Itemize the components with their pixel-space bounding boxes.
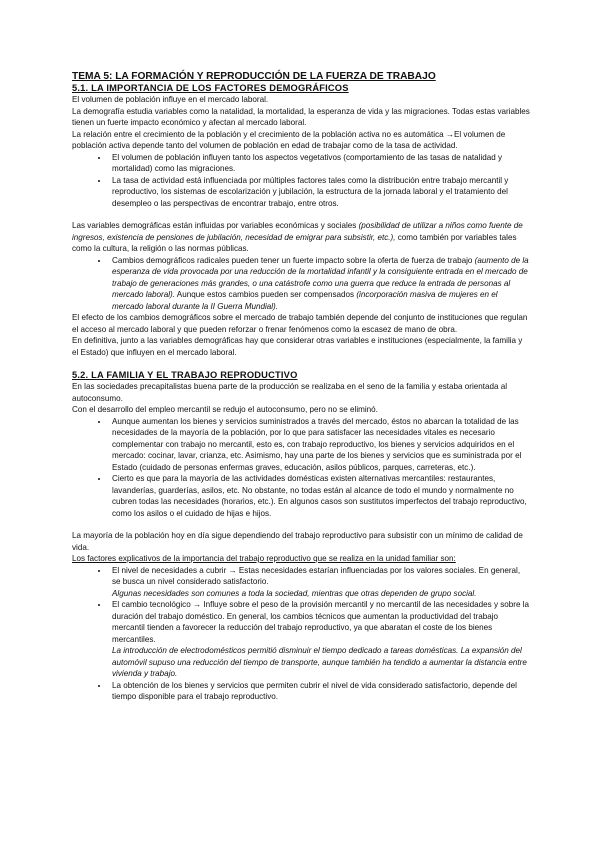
paragraph: El efecto de los cambios demográficos sobre el mercado de trabajo también depende del conjunto de instituciones que regulan el acceso al mercado laboral y que pueden reforzar o frenar fenómenos como la escasez de mano de obra. [72, 313, 528, 334]
paragraph: La demografía estudia variables como la natalidad, la mortalidad, la esperanza de vida y las migraciones. Todas estas variables tienen un fuerte impacto económico y afectan al mercado laboral. [72, 106, 530, 127]
text-run: El nivel de necesidades a cubrir → Estas necesidades estarían influenciadas por los valores sociales. En general, se busca un nivel considerado satisfactorio. [112, 565, 521, 586]
section-heading-5-2: 5.2. LA FAMILIA Y EL TRABAJO REPRODUCTIVO [72, 370, 298, 380]
list-item: • El volumen de población influyen tanto los aspectos vegetativos (comportamiento de las tasas de natalidad y mortalidad) como las migraciones. [109, 152, 530, 175]
list-item: • La obtención de los bienes y servicios que permiten cubrir el nivel de vida considerado satisfactorio, depende del tiempo disponible para el trabajo reproductivo. [109, 680, 530, 703]
bullet-list [72, 255, 530, 313]
underlined-paragraph: Los factores explicativos de la importancia del trabajo reproductivo que se realiza en la unidad familiar son: [72, 554, 456, 563]
paragraph: La mayoría de la población hoy en día sigue dependiendo del trabajo reproductivo para subsistir con un mínimo de calidad de vida. [72, 531, 523, 552]
paragraph: El volumen de población influye en el mercado laboral. [72, 95, 269, 104]
list-item: • La tasa de actividad está influenciada por múltiples factores tales como la distribución entre trabajo mercantil y reproductivo, los sistemas de escolarización y jubilación, la estructura de la jornada laboral y el tratamiento del desempleo o las perspectivas de encontrar trabajo, entre otros. [109, 175, 530, 210]
paragraph [72, 220, 530, 255]
document-title: TEMA 5: LA FORMACIÓN Y REPRODUCCIÓN DE LA FUERZA DE TRABAJO [72, 71, 436, 82]
italic-text: (posibilidad de utilizar a niños como fuente de ingresos, existencia de pensiones de jubilación, necesidad de emigrar para subsistir, etc.), [72, 221, 523, 242]
paragraph: Con el desarrollo del empleo mercantil se redujo el autoconsumo, pero no se eliminó. [72, 405, 378, 414]
bullet-list [72, 416, 530, 520]
italic-text: (incorporación masiva de mujeres en el mercado laboral durante la II Guerra Mundial). [112, 290, 498, 311]
text-run: Las variables demográficas están influidas por variables económicas y sociales [72, 221, 357, 230]
bullet-list [72, 152, 530, 210]
bullet-list [72, 565, 530, 703]
italic-text: (aumento de la esperanza de vida provocada por una reducción de la mortalidad infantil y la consiguiente entrada en el mercado de trabajo de generaciones más grandes, o una catástrofe como una guerra que reduce la entrada de personas al mercado laboral). [112, 255, 529, 299]
section-heading-5-1: 5.1. LA IMPORTANCIA DE LOS FACTORES DEMOGRÁFICOS [72, 83, 349, 93]
paragraph: La relación entre el crecimiento de la población y el crecimiento de la población activa no es automática →El volumen de población activa depende tanto del volumen de población en edad de trabajar como de la tasa de actividad. [72, 129, 506, 150]
text-run: El cambio tecnológico → Influye sobre el peso de la provisión mercantil y no mercantil de las necesidades y sobre la duración del trabajo doméstico. En general, los cambios técnicos que aumentan la productividad del trabajo mercantil tienden a favorecer la reducción del trabajo reproductivo, ya que abaratan el coste de los bienes mercantiles. [112, 600, 530, 644]
text-run: como también por variables tales como la cultura, la religión o las normas públicas. [72, 232, 517, 253]
list-item: • Cierto es que para la mayoría de las actividades domésticas existen alternativas mercantiles: restaurantes, lavanderías, guarderías, asilos, etc. No obstante, no todas están al alcance de todo el mundo y normalmente no cubren todas las necesidades (horarios, etc.). En algunos casos son sustitutos imperfectos del trabajo reproductivo, como los asilos o el cuidado de hijas e hijos. [109, 473, 530, 519]
text-run: Cambios demográficos radicales pueden tener un fuerte impacto sobre la oferta de fuerza de trabajo [112, 255, 473, 265]
paragraph: En las sociedades precapitalistas buena parte de la producción se realizaba en el seno de la familia y estaba orientada al autoconsumo. [72, 382, 508, 403]
list-item: • Aunque aumentan los bienes y servicios suministrados a través del mercado, éstos no abarcan la totalidad de las necesidades de la mayoría de la población, por lo que para satisfacer las necesidades vitales es necesario complementar con trabajo no mercantil, esto es, con trabajo reproductivo, los bienes y servicios adquiridos en el mercado: cocinar, lavar, crianza, etc. Asimismo, hay una parte de los bienes y servicios que es suministrada por el Estado (cuidado de personas enfermas graves, educación, asilos públicos, parques, carreteras, etc.). [109, 416, 530, 474]
list-item [109, 565, 530, 600]
paragraph: En definitiva, junto a las variables demográficas hay que considerar otras variables e instituciones (especialmente, la familia y el Estado) que influyen en el mercado laboral. [72, 336, 523, 357]
italic-note: La introducción de electrodomésticos permitió disminuir el tiempo dedicado a tareas domésticas. La expansión del automóvil supuso una reducción del tiempo de transporte, aunque también ha tendido a aumentar la distancia entre vivienda y trabajo. [112, 646, 527, 678]
list-item [109, 255, 530, 313]
text-run: Aunque estos cambios pueden ser compensados [176, 290, 355, 299]
list-item [109, 599, 530, 680]
italic-note: Algunas necesidades son comunes a toda la sociedad, mientras que otras dependen de grupo social. [112, 588, 477, 598]
